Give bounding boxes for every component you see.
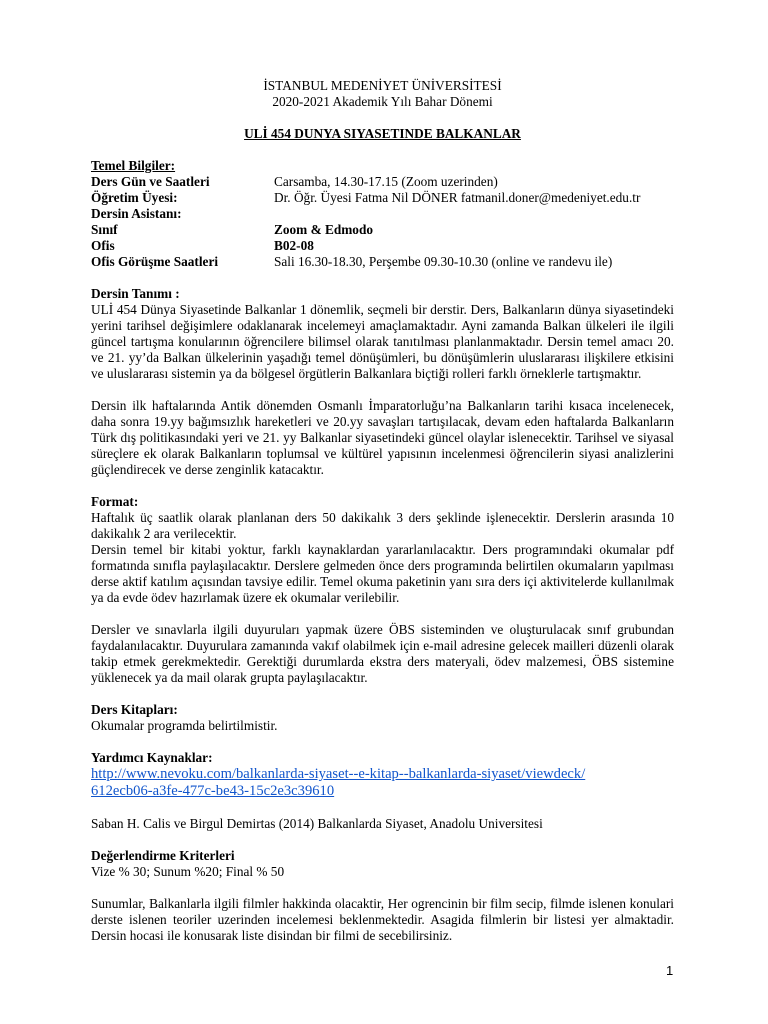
info-label: Öğretim Üyesi: [91, 190, 178, 205]
info-row-assistant [91, 206, 674, 222]
criteria-weights: Vize % 30; Sunum %20; Final % 50 [91, 864, 285, 879]
books-text: Okumalar programda belirtilmistir. [91, 718, 278, 733]
basic-info-heading: Temel Bilgiler: [91, 158, 176, 173]
info-label: Sınıf [91, 222, 118, 237]
info-value: Carsamba, 14.30-17.15 (Zoom uzerinden) [274, 174, 498, 189]
resource-link-line-1[interactable]: http://www.nevoku.com/balkanlarda-siyaset--e-kitap--balkanlarda-siyaset/viewdeck/ [91, 766, 586, 782]
university-name: İSTANBUL MEDENİYET ÜNİVERSİTESİ [263, 78, 502, 93]
document-page [91, 78, 674, 944]
info-label: Ofis [91, 238, 115, 253]
info-row-office-hours [91, 254, 674, 270]
info-row-instructor [91, 190, 674, 206]
description-paragraph-2: Dersin ilk haftalarında Antik dönemden Osmanlı İmparatorluğu’na Balkanların tarihi kısaca incelenecek, daha sonra 19.yy bağımsızlık hareketleri ve 20.yy savaşları tartışılacak, devam eden haftalarda Balkanların Türk dış politikasındaki yeri ve 21. yy Balkanlar siyasetindeki güncel olaylar islenecektir. Tarihsel ve siyasal süreçlere ek olarak Balkanların toplumsal ve kültürel yapısının incelenmesi öğrencilerin siyasi analizlerini güçlendirecek ve derse zenginlik katacaktır. [91, 398, 674, 477]
resources-heading: Yardımcı Kaynaklar: [91, 750, 213, 765]
info-row-classroom [91, 222, 674, 238]
info-value: Dr. Öğr. Üyesi Fatma Nil DÖNER fatmanil.doner@medeniyet.edu.tr [274, 190, 641, 205]
basic-info-table [91, 174, 674, 270]
format-paragraph-3: Dersler ve sınavlarla ilgili duyuruları yapmak üzere ÖBS sisteminden ve oluşturulacak sınıf grubundan faydalanılacaktır. Duyurulara zamanında vakıf olabilmek için e-mail adresine gelecek mailleri düzenli olarak takip etmek gerekmektedir. Gerektiği durumlarda ekstra ders materyali, ödev malzemesi, ÖBS sistemine yüklenecek ya da mail olarak grupta paylaşılacaktır. [91, 622, 674, 685]
format-paragraph-2: Dersin temel bir kitabi yoktur, farklı kaynaklardan yararlanılacaktır. Ders programındaki okumalar pdf formatında sınıfla paylaşılacaktır. Derslere gelmeden önce ders programında belirtilen okumaların yapılması derse aktif katılım açısından tavsiye edilir. Temel okuma paketinin yanı sıra ders içi aktivitelerde kullanılmak ya da evde ödev hazırlamak üzere ek okumalar verilebilir. [91, 542, 674, 605]
resource-link[interactable] [91, 766, 674, 800]
info-label: Dersin Asistanı: [91, 206, 182, 221]
info-label: Ders Gün ve Saatleri [91, 174, 210, 189]
criteria-heading: Değerlendirme Kriterleri [91, 848, 235, 863]
criteria-paragraph: Sunumlar, Balkanlarla ilgili filmler hakkinda olacaktir, Her ogrencinin bir film secip, filmde islenen konulari derste islenen teoriler uzerinden incelemesi beklenmektedir. Asagida filmlerin bir listesi yer almaktadir. Dersin hocasi ile konusarak liste disindan bir filmi de secebilirsiniz. [91, 896, 674, 943]
info-row-schedule [91, 174, 674, 190]
info-row-office [91, 238, 674, 254]
info-label: Ofis Görüşme Saatleri [91, 254, 219, 269]
info-value [274, 206, 674, 222]
format-paragraph-1: Haftalık üç saatlik olarak planlanan ders 50 dakikalık 3 ders şeklinde işlenecektir. Derslerin arasında 10 dakikalık 2 ara verilecektir. [91, 510, 674, 541]
description-heading: Dersin Tanımı : [91, 286, 180, 301]
books-heading: Ders Kitapları: [91, 702, 178, 717]
format-heading: Format: [91, 494, 139, 509]
info-value: B02-08 [274, 238, 314, 253]
resource-reference: Saban H. Calis ve Birgul Demirtas (2014) Balkanlarda Siyaset, Anadolu Universitesi [91, 816, 543, 831]
resource-link-line-2[interactable]: 612ecb06-a3fe-477c-be43-15c2e3c39610 [91, 783, 335, 799]
info-value: Zoom & Edmodo [274, 222, 373, 237]
description-paragraph-1: ULİ 454 Dünya Siyasetinde Balkanlar 1 dönemlik, seçmeli bir derstir. Ders, Balkanların dünya siyasetindeki yerini tarihsel değişimlere odaklanarak incelemeyi amaçlamaktadır. Ayni zamanda Balkan ülkeleri ile ilgili güncel tartışma konularının öğrencilere bilimsel olarak tanıtılması planlanmaktadır. Dersin temel amacı 20. ve 21. yy’da Balkan ülkelerinin yaşadığı temel dönüşümleri, bu dönüşümlerin uluslararası ilişkilere etkisini ve uluslararası sistemin ya da bölgesel örgütlerin Balkanlara biçtiği rolleri farklı örneklerle tartışmaktır. [91, 302, 674, 381]
info-value: Sali 16.30-18.30, Perşembe 09.30-10.30 (online ve randevu ile) [274, 254, 613, 269]
page-number: 1 [666, 963, 674, 978]
course-title: ULİ 454 DUNYA SIYASETINDE BALKANLAR [244, 126, 521, 141]
academic-term: 2020-2021 Akademik Yılı Bahar Dönemi [272, 94, 493, 109]
